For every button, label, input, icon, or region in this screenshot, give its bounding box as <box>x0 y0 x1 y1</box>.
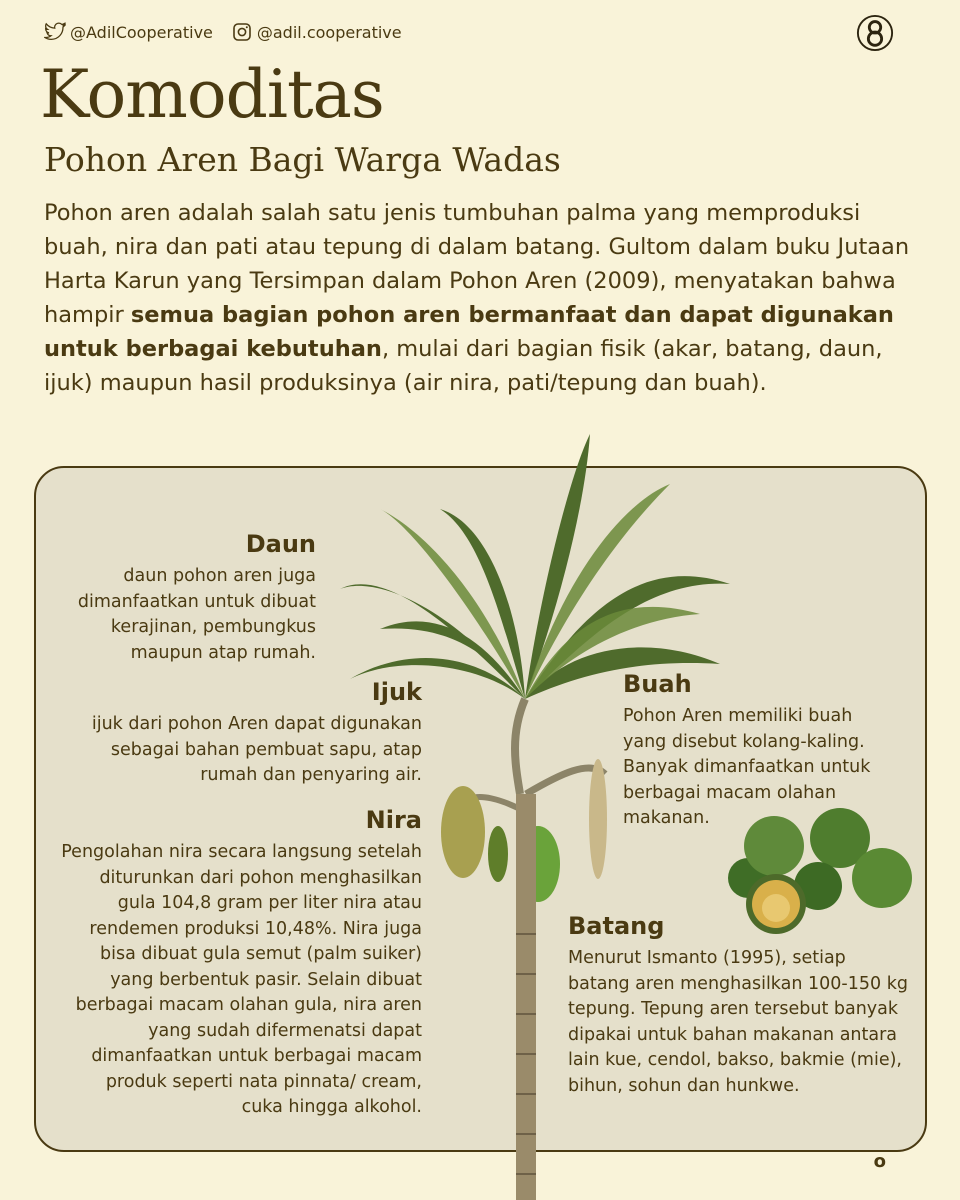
social-handles <box>44 22 402 42</box>
cooperative-logo-icon <box>856 14 894 52</box>
instagram-handle[interactable] <box>231 22 402 42</box>
section-daun-title: Daun <box>245 530 316 558</box>
section-batang-text: Menurut Ismanto (1995), setiap batang aren menghasilkan 100-150 kg tepung. Tepung aren tersebut banyak dipakai untuk bahan makanan antara lain kue, cendol, bakso, bakmie (mie), bihun, sohun dan hunkwe. <box>568 948 908 1096</box>
section-daun-text: daun pohon aren juga dimanfaatkan untuk dibuat kerajinan, pembungkus maupun atap rumah. <box>77 566 316 663</box>
section-ijuk <box>60 678 422 789</box>
section-nira-title: Nira <box>365 806 422 834</box>
twitter-handle[interactable] <box>44 22 213 42</box>
section-buah-text: Pohon Aren memiliki buah yang disebut kolang-kaling. Banyak dimanfaatkan untuk berbagai macam olahan makanan. <box>623 706 871 828</box>
page-subtitle: Pohon Aren Bagi Warga Wadas <box>44 140 561 179</box>
section-buah <box>623 670 893 832</box>
section-ijuk-title: Ijuk <box>371 678 422 706</box>
section-nira <box>60 806 422 1121</box>
twitter-bird-icon <box>44 22 66 42</box>
section-ijuk-text: ijuk dari pohon Aren dapat digunakan sebagai bahan pembuat sapu, atap rumah dan penyaring air. <box>91 714 422 785</box>
section-daun <box>60 530 316 666</box>
page-title: Komoditas <box>40 56 384 133</box>
instagram-handle-text: @adil.cooperative <box>256 22 402 42</box>
section-buah-title: Buah <box>623 670 692 698</box>
instagram-icon <box>231 22 253 42</box>
intro-text-2: , mulai dari bagian fisik (akar, batang, daun, ijuk) maupun hasil produksinya (air nira, pati/tepung dan buah). <box>44 336 883 396</box>
section-batang-title: Batang <box>568 912 665 940</box>
intro-text-1: Pohon aren adalah salah satu jenis tumbuhan palma yang memproduksi buah, nira dan pati atau tepung di dalam batang. Gultom dalam buku Jutaan Harta Karun yang Tersimpan dalam Pohon Aren (2009), menyatakan bahwa hampir <box>44 200 910 328</box>
twitter-handle-text: @AdilCooperative <box>70 22 213 42</box>
section-nira-text: Pengolahan nira secara langsung setelah diturunkan dari pohon menghasilkan gula 104,8 gram per liter nira atau rendemen produksi 10,48%. Nira juga bisa dibuat gula semut (palm suiker) yang berbentuk pasir. Selain dibuat berbagai macam olahan gula, nira aren yang sudah difermenatsi dapat dimanfaatkan untuk berbagai macam produk seperti nata pinnata/ cream, cuka hingga alkohol. <box>61 842 422 1117</box>
page-marker: o <box>873 1151 886 1172</box>
intro-bold-text: semua bagian pohon aren bermanfaat dan dapat digunakan untuk berbagai kebutuhan <box>44 302 894 362</box>
section-batang <box>568 912 908 1099</box>
intro-paragraph <box>44 196 924 400</box>
